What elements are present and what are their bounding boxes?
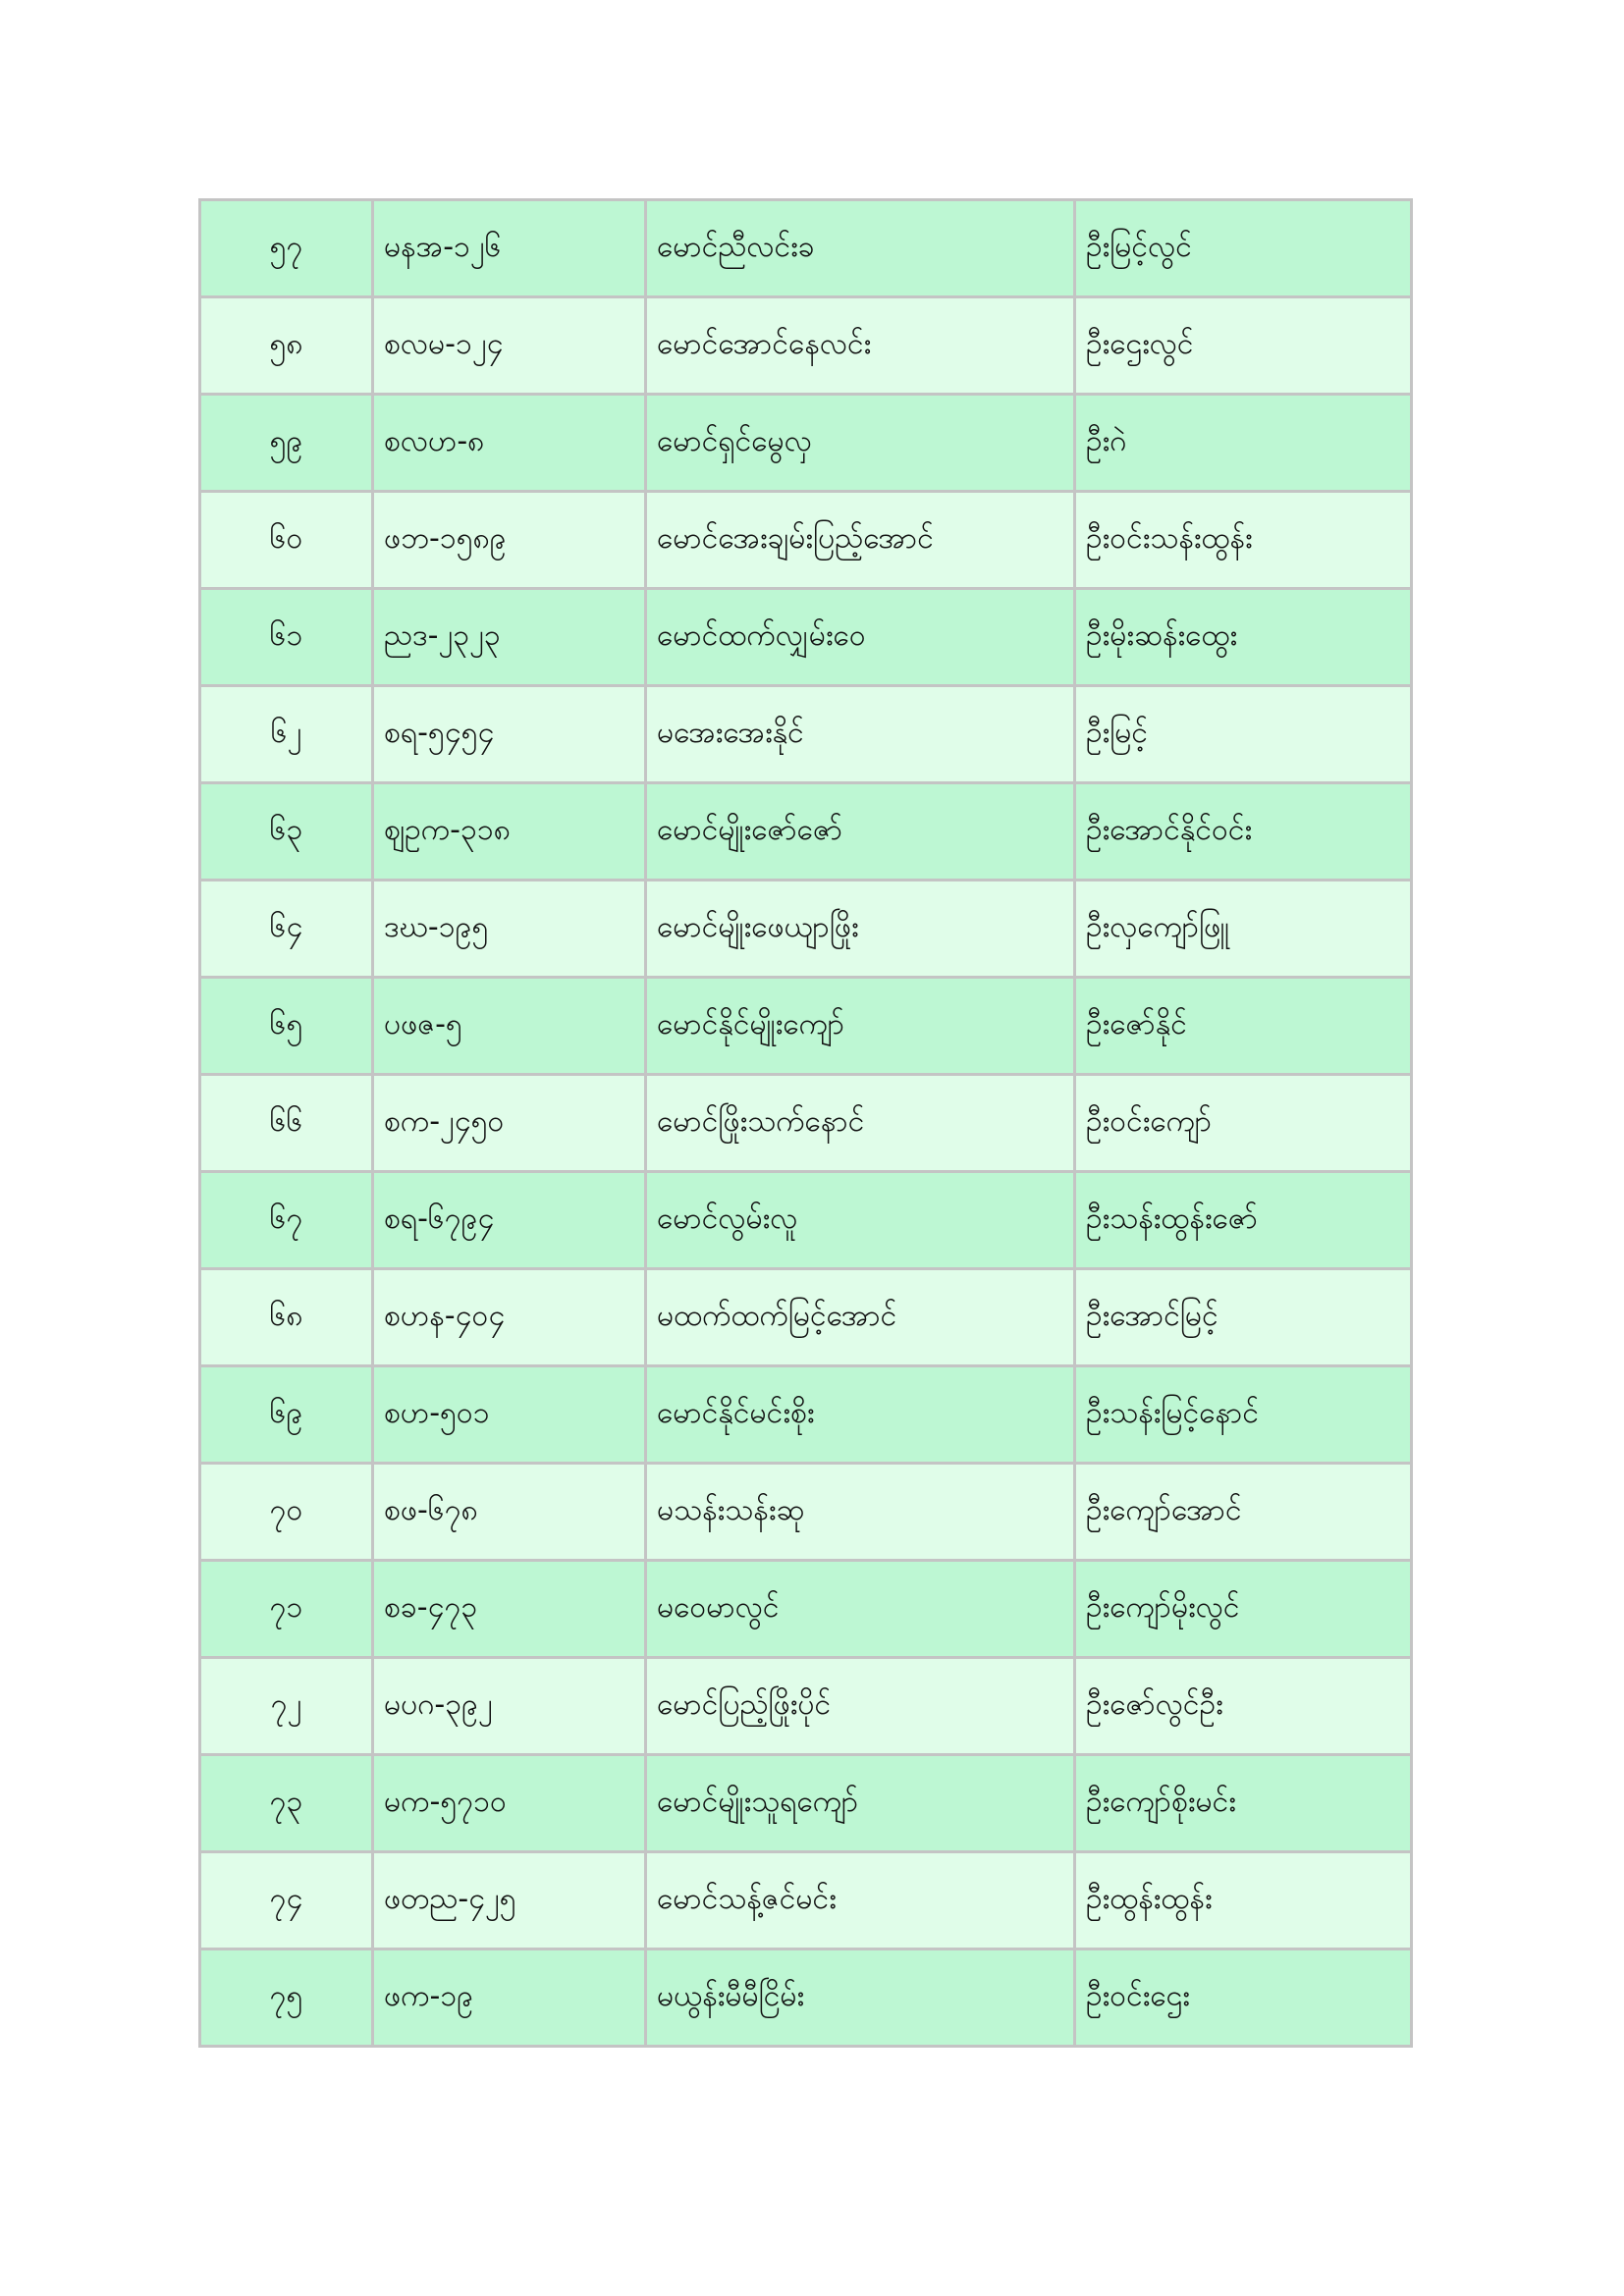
row-number: ၇၄ bbox=[200, 1852, 373, 1949]
student-name: မထက်ထက်မြင့်အောင် bbox=[646, 1269, 1075, 1366]
father-name: ဦးမြင့် bbox=[1075, 686, 1412, 783]
student-name: မောင်မျိုးဇော်ဇော် bbox=[646, 783, 1075, 881]
table-row bbox=[200, 1269, 1412, 1366]
registration-code: ဒဃ-၁၉၅ bbox=[373, 881, 646, 978]
table-row bbox=[200, 1464, 1412, 1561]
row-number: ၆၄ bbox=[200, 881, 373, 978]
registration-code: စခ-၄၇၃ bbox=[373, 1561, 646, 1658]
father-name: ဦးဝင်းကျော် bbox=[1075, 1075, 1412, 1172]
row-number: ၆၆ bbox=[200, 1075, 373, 1172]
table-row bbox=[200, 686, 1412, 783]
row-number: ၅၈ bbox=[200, 297, 373, 395]
table-row bbox=[200, 978, 1412, 1075]
registration-code: စလမ-၁၂၄ bbox=[373, 297, 646, 395]
row-number: ၆၀ bbox=[200, 492, 373, 589]
father-name: ဦးလှကျော်ဖြူ bbox=[1075, 881, 1412, 978]
father-name: ဦးအောင်နိုင်ဝင်း bbox=[1075, 783, 1412, 881]
registration-code: မနအ-၁၂၆ bbox=[373, 200, 646, 297]
table-row bbox=[200, 1561, 1412, 1658]
row-number: ၆၅ bbox=[200, 978, 373, 1075]
row-number: ၆၁ bbox=[200, 589, 373, 686]
registration-code: စရ-၅၄၅၄ bbox=[373, 686, 646, 783]
student-name: မယွန်းမီမီငြိမ်း bbox=[646, 1949, 1075, 2047]
father-name: ဦးကျော်မိုးလွင် bbox=[1075, 1561, 1412, 1658]
student-name: မောင်ပြည့်ဖြိုးပိုင် bbox=[646, 1658, 1075, 1755]
father-name: ဦးဂဲ bbox=[1075, 395, 1412, 492]
father-name: ဦးထွန်းထွန်း bbox=[1075, 1852, 1412, 1949]
results-table-body bbox=[200, 200, 1412, 2047]
father-name: ဦးမိုးဆန်းထွေး bbox=[1075, 589, 1412, 686]
student-name: မောင်သန့်ဇင်မင်း bbox=[646, 1852, 1075, 1949]
student-name: မသန်းသန်းဆု bbox=[646, 1464, 1075, 1561]
student-name: မောင်အေးချမ်းပြည့်အောင် bbox=[646, 492, 1075, 589]
student-name: မောင်ဖြိုးသက်နောင် bbox=[646, 1075, 1075, 1172]
registration-code: စရ-၆၇၉၄ bbox=[373, 1172, 646, 1269]
student-name: မဝေမာလွင် bbox=[646, 1561, 1075, 1658]
table-row bbox=[200, 297, 1412, 395]
student-name: မောင်ထက်လျှမ်းဝေ bbox=[646, 589, 1075, 686]
row-number: ၇၀ bbox=[200, 1464, 373, 1561]
row-number: ၇၁ bbox=[200, 1561, 373, 1658]
father-name: ဦးဝင်းသန်းထွန်း bbox=[1075, 492, 1412, 589]
father-name: ဦးကျော်စိုးမင်း bbox=[1075, 1755, 1412, 1852]
registration-code: စက-၂၄၅၀ bbox=[373, 1075, 646, 1172]
student-name: မောင်နိုင်မျိုးကျော် bbox=[646, 978, 1075, 1075]
table-row bbox=[200, 1366, 1412, 1464]
registration-code: စဖ-၆၇၈ bbox=[373, 1464, 646, 1561]
registration-code: ပဖဇ-၅ bbox=[373, 978, 646, 1075]
results-table bbox=[198, 198, 1413, 2048]
registration-code: စလဟ-၈ bbox=[373, 395, 646, 492]
student-name: မောင်ညီလင်းခ bbox=[646, 200, 1075, 297]
row-number: ၇၂ bbox=[200, 1658, 373, 1755]
table-row bbox=[200, 881, 1412, 978]
father-name: ဦးဇော်လွင်ဦး bbox=[1075, 1658, 1412, 1755]
registration-code: မပဂ-၃၉၂ bbox=[373, 1658, 646, 1755]
table-row bbox=[200, 1172, 1412, 1269]
registration-code: စဟန-၄၀၄ bbox=[373, 1269, 646, 1366]
father-name: ဦးအောင်မြင့် bbox=[1075, 1269, 1412, 1366]
student-name: မောင်အောင်နေလင်း bbox=[646, 297, 1075, 395]
registration-code: မက-၅၇၁၀ bbox=[373, 1755, 646, 1852]
father-name: ဦးဝင်းဌေး bbox=[1075, 1949, 1412, 2047]
table-row bbox=[200, 1755, 1412, 1852]
row-number: ၇၃ bbox=[200, 1755, 373, 1852]
registration-code: ညဒ-၂၃၂၃ bbox=[373, 589, 646, 686]
row-number: ၅၉ bbox=[200, 395, 373, 492]
row-number: ၆၉ bbox=[200, 1366, 373, 1464]
registration-code: ဖက-၁၉ bbox=[373, 1949, 646, 2047]
registration-code: ဖဘ-၁၅၈၉ bbox=[373, 492, 646, 589]
father-name: ဦးသန်းမြင့်နောင် bbox=[1075, 1366, 1412, 1464]
table-row bbox=[200, 1658, 1412, 1755]
row-number: ၇၅ bbox=[200, 1949, 373, 2047]
table-row bbox=[200, 589, 1412, 686]
father-name: ဦးကျော်အောင် bbox=[1075, 1464, 1412, 1561]
table-row bbox=[200, 1949, 1412, 2047]
table-row bbox=[200, 783, 1412, 881]
row-number: ၅၇ bbox=[200, 200, 373, 297]
table-row bbox=[200, 1852, 1412, 1949]
student-name: မောင်မျိုးသူရကျော် bbox=[646, 1755, 1075, 1852]
father-name: ဦးသန်းထွန်းဇော် bbox=[1075, 1172, 1412, 1269]
table-row bbox=[200, 395, 1412, 492]
father-name: ဦးမြင့်လွင် bbox=[1075, 200, 1412, 297]
student-name: မောင်လွမ်းလူ bbox=[646, 1172, 1075, 1269]
row-number: ၆၃ bbox=[200, 783, 373, 881]
table-row bbox=[200, 492, 1412, 589]
student-name: မောင်ရှင်မွေလှ bbox=[646, 395, 1075, 492]
registration-code: ဈဥက-၃၁၈ bbox=[373, 783, 646, 881]
father-name: ဦးဇော်နိုင် bbox=[1075, 978, 1412, 1075]
row-number: ၆၈ bbox=[200, 1269, 373, 1366]
row-number: ၆၇ bbox=[200, 1172, 373, 1269]
student-name: မောင်မျိုးဖေယျာဖြိုး bbox=[646, 881, 1075, 978]
student-name: မအေးအေးနိုင် bbox=[646, 686, 1075, 783]
registration-code: စဟ-၅၀၁ bbox=[373, 1366, 646, 1464]
student-name: မောင်နိုင်မင်းစိုး bbox=[646, 1366, 1075, 1464]
father-name: ဦးဌေးလွင် bbox=[1075, 297, 1412, 395]
table-row bbox=[200, 1075, 1412, 1172]
table-row bbox=[200, 200, 1412, 297]
registration-code: ဖတည-၄၂၅ bbox=[373, 1852, 646, 1949]
row-number: ၆၂ bbox=[200, 686, 373, 783]
